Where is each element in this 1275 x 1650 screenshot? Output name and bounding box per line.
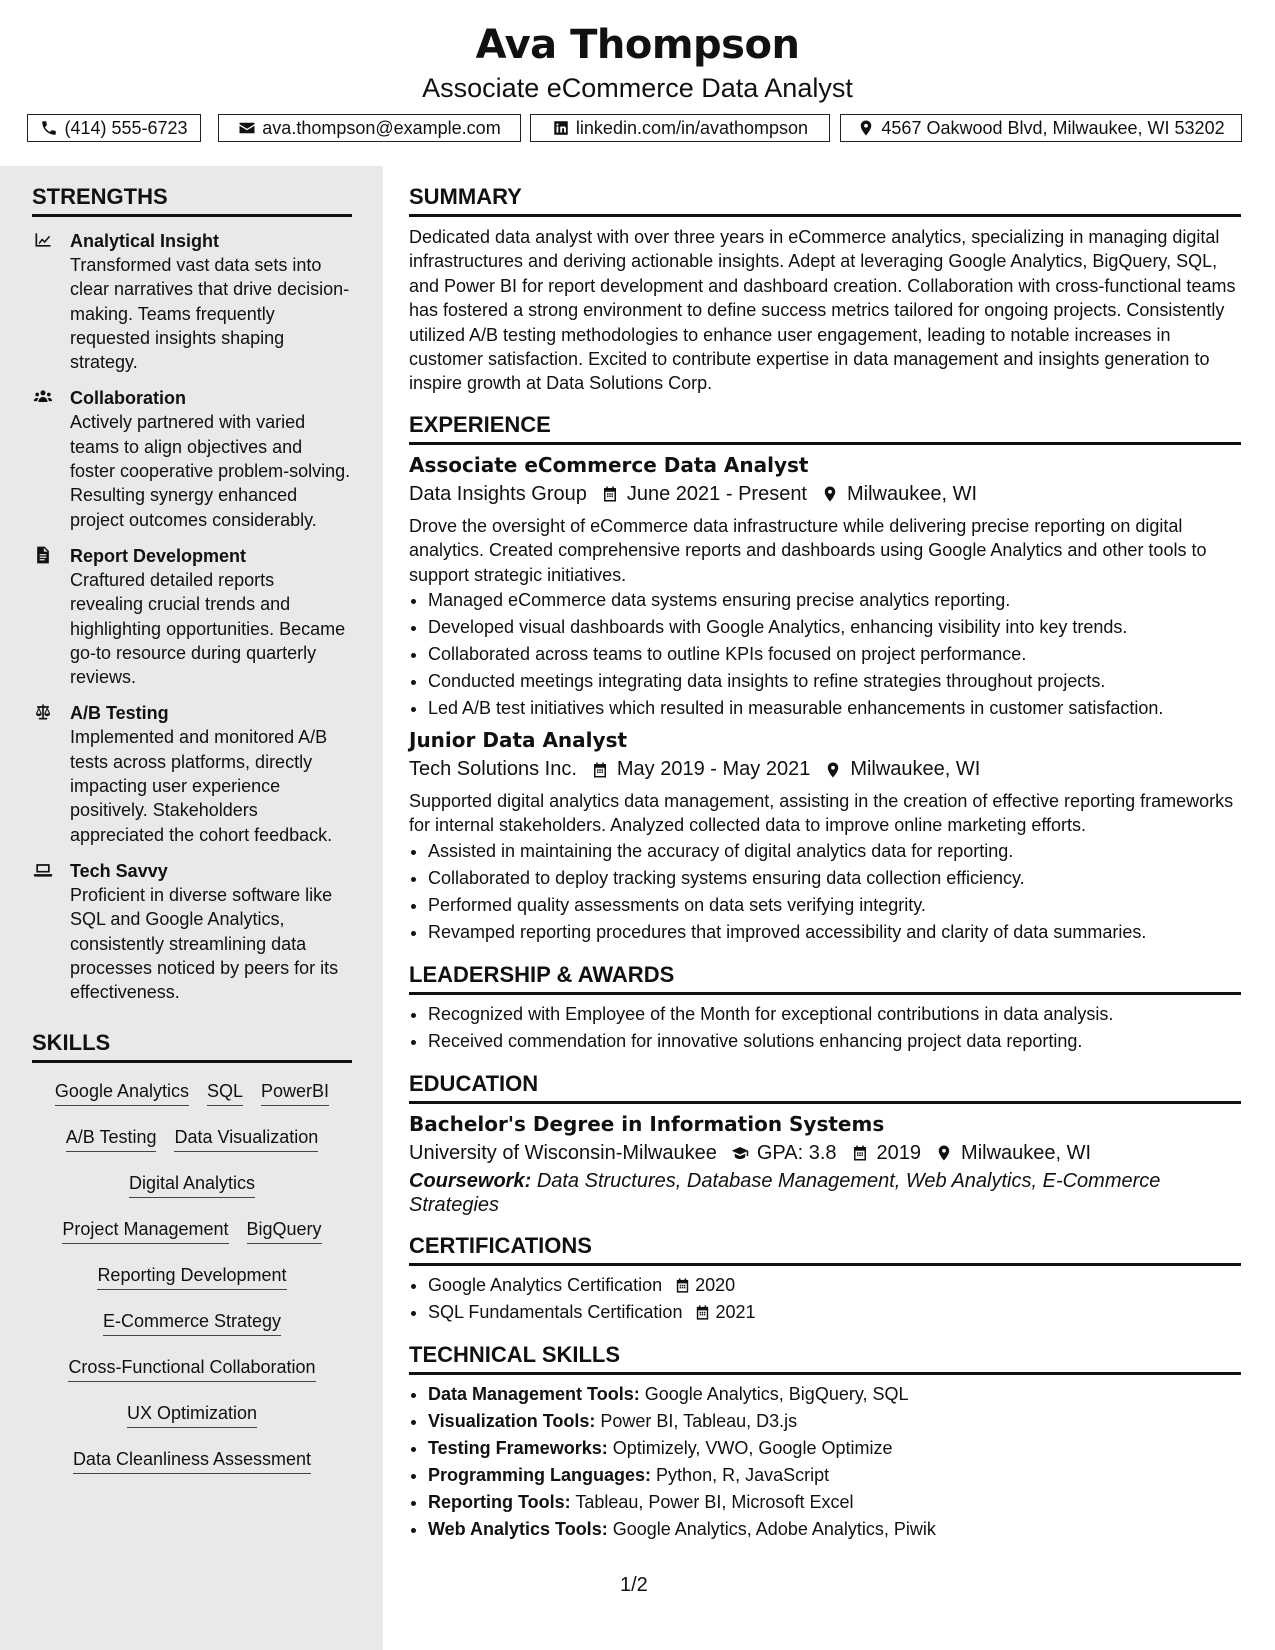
contact-email-text: ava.thompson@example.com (262, 117, 501, 138)
job-location: Milwaukee, WI (850, 758, 981, 781)
leadership-list (409, 1001, 1241, 1055)
technical-skills-title: TECHNICAL SKILLS (409, 1342, 1241, 1375)
job-meta (409, 483, 1241, 506)
list-item (428, 1435, 1241, 1462)
tech-label: Programming Languages: (428, 1464, 652, 1485)
strengths-title: STRENGTHS (32, 184, 352, 217)
strength-name: Report Development (70, 545, 247, 566)
map-marker-icon (935, 1144, 953, 1162)
technical-skills-section (409, 1342, 1241, 1543)
tech-label: Web Analytics Tools: (428, 1518, 608, 1539)
page-number: 1/2 (620, 1574, 648, 1596)
job-meta (409, 758, 1241, 781)
education-school: University of Wisconsin-Milwaukee (409, 1141, 717, 1164)
skill-tag: BigQuery (247, 1217, 322, 1244)
strength-item (32, 229, 352, 374)
list-item: • Revamped reporting procedures that improved accessibility and clarity of data summaries. (428, 919, 1241, 946)
resume-header (0, 0, 1275, 166)
map-marker-icon (824, 761, 842, 779)
cert-year: 2020 (695, 1274, 736, 1295)
strength-name: A/B Testing (70, 703, 169, 724)
list-item: • Performed quality assessments on data sets verifying integrity. (428, 892, 1241, 919)
strength-desc: Proficient in diverse software like SQL and Google Analytics, consistently streamlining data processes noticed by peers for its effectiveness. (70, 884, 339, 1003)
job-company: Tech Solutions Inc. (409, 758, 577, 781)
contact-address-text: 4567 Oakwood Blvd, Milwaukee, WI 53202 (881, 117, 1225, 138)
cert-name: • SQL Fundamentals Certification (428, 1301, 683, 1322)
strength-desc: Transformed vast data sets into clear narratives that drive decision-making. Teams frequently requested insights shaping strategy. (70, 255, 350, 373)
candidate-title: Associate eCommerce Data Analyst (422, 73, 853, 103)
tech-value: Tableau, Power BI, Microsoft Excel (575, 1491, 854, 1512)
skill-tag: Reporting Development (97, 1263, 286, 1290)
job-bullets (409, 838, 1241, 946)
laptop-icon (32, 860, 54, 880)
certifications-title: CERTIFICATIONS (409, 1233, 1241, 1266)
strength-item (32, 544, 352, 689)
tech-value: Google Analytics, Adobe Analytics, Piwik (612, 1518, 936, 1539)
strength-desc: Implemented and monitored A/B tests across platforms, directly impacting user experience positively. Stakeholders appreciated the cohort feedback. (70, 727, 333, 845)
map-marker-icon (821, 485, 839, 503)
list-item: • Collaborated across teams to outline KPIs focused on project performance. (428, 641, 1241, 668)
leadership-section (409, 962, 1241, 1055)
chart-line-icon (32, 230, 54, 250)
tech-value: Python, R, JavaScript (656, 1464, 830, 1485)
tech-value: Power BI, Tableau, D3.js (600, 1410, 798, 1431)
tech-label: Data Management Tools: (428, 1383, 640, 1404)
calendar-icon (851, 1144, 869, 1162)
skill-tag: Google Analytics (55, 1079, 189, 1106)
envelope-icon (238, 119, 256, 137)
contact-linkedin-text: linkedin.com/in/avathompson (575, 117, 809, 138)
skills-list (32, 1079, 352, 1474)
education-coursework (409, 1169, 1241, 1217)
list-item (428, 1462, 1241, 1489)
job-role: Associate eCommerce Data Analyst (409, 452, 809, 477)
phone-icon (40, 119, 58, 137)
education-degree: Bachelor's Degree in Information Systems (409, 1111, 885, 1136)
job-bullets (409, 587, 1241, 722)
job-entry (409, 728, 1241, 946)
main-content (409, 166, 1241, 1543)
contact-address (840, 114, 1242, 142)
job-description: Supported digital analytics data management, assisting in the creation of effective reporting frameworks for internal stakeholders. Analyzed collected data to improve online marketing efforts. (409, 791, 1234, 836)
skill-tag: PowerBI (261, 1079, 329, 1106)
summary-text: Dedicated data analyst with over three years in eCommerce analytics, specializing in managing digital infrastructures and deriving actionable insights. Adept at leveraging Google Analytics, BigQuery, SQL, and Power BI for report development and dashboard creation. Collaboration with cross-functional teams has fostered a strong environment to define success metrics tailored for ongoing projects. Consistently utilized A/B testing methodologies to enhance user engagement, leading to notable increases in customer satisfaction. Excited to contribute expertise in data management and insights generation to inspire growth at Data Solutions Corp. (409, 227, 1236, 394)
contact-phone-text: (414) 555-6723 (64, 117, 188, 138)
summary-section (409, 184, 1241, 396)
list-item (428, 1516, 1241, 1543)
skill-tag: Project Management (62, 1217, 228, 1244)
strength-item (32, 701, 352, 846)
coursework-label: Coursework: (409, 1169, 532, 1192)
list-item: • Received commendation for innovative solutions enhancing project data reporting. (428, 1028, 1241, 1055)
certifications-section (409, 1233, 1241, 1326)
tech-label: Visualization Tools: (428, 1410, 596, 1431)
skill-tag: SQL (207, 1079, 243, 1106)
list-item: • Collaborated to deploy tracking systems ensuring data collection efficiency. (428, 865, 1241, 892)
leadership-title: LEADERSHIP & AWARDS (409, 962, 1241, 995)
experience-title: EXPERIENCE (409, 412, 1241, 445)
strength-item (32, 386, 352, 531)
cert-year: 2021 (715, 1301, 756, 1322)
skill-tag: E-Commerce Strategy (103, 1309, 281, 1336)
calendar-icon (674, 1277, 691, 1294)
users-icon (32, 387, 54, 407)
list-item: • Managed eCommerce data systems ensuring precise analytics reporting. (428, 587, 1241, 614)
strength-desc: Actively partnered with varied teams to align objectives and foster cooperative problem-solving. Resulting synergy enhanced project outcomes considerably. (70, 412, 351, 530)
education-section (409, 1071, 1241, 1217)
graduation-cap-icon (731, 1144, 749, 1162)
cert-name: • Google Analytics Certification (428, 1274, 663, 1295)
list-item: • Conducted meetings integrating data insights to refine strategies throughout projects. (428, 668, 1241, 695)
tech-value: Google Analytics, BigQuery, SQL (644, 1383, 909, 1404)
balance-scale-icon (32, 702, 54, 722)
list-item (428, 1272, 1241, 1299)
skills-title: SKILLS (32, 1030, 352, 1063)
job-company: Data Insights Group (409, 482, 587, 505)
file-icon (32, 545, 54, 565)
strength-name: Tech Savvy (70, 860, 168, 881)
job-location: Milwaukee, WI (847, 482, 978, 505)
experience-section (409, 412, 1241, 946)
skill-tag: Data Visualization (174, 1125, 318, 1152)
tech-label: Reporting Tools: (428, 1491, 571, 1512)
contact-linkedin[interactable] (530, 114, 830, 142)
job-description: Drove the oversight of eCommerce data infrastructure while delivering precise reporting on digital analytics. Created comprehensive reports and dashboards using Google Analytics and other tools to support strategic initiatives. (409, 515, 1207, 585)
job-dates: May 2019 - May 2021 (616, 758, 811, 781)
strength-name: Collaboration (70, 388, 186, 409)
education-gpa: GPA: 3.8 (756, 1141, 837, 1164)
education-year: 2019 (876, 1141, 922, 1164)
skill-tag: Digital Analytics (129, 1171, 255, 1198)
technical-skills-list (409, 1381, 1241, 1543)
coursework-list: Data Structures, Database Management, Web Analytics, E-Commerce Strategies (409, 1169, 1161, 1216)
contact-bar (27, 114, 1242, 144)
strength-desc: Craftured detailed reports revealing crucial trends and highlighting opportunities. Became go-to resource during quarterly reviews. (70, 569, 346, 688)
education-location: Milwaukee, WI (961, 1141, 1092, 1164)
list-item (428, 1381, 1241, 1408)
contact-phone[interactable] (27, 114, 201, 142)
map-marker-icon (857, 119, 875, 137)
contact-email[interactable] (218, 114, 521, 142)
list-item (428, 1489, 1241, 1516)
education-title: EDUCATION (409, 1071, 1241, 1104)
tech-value: Optimizely, VWO, Google Optimize (612, 1437, 893, 1458)
tech-label: Testing Frameworks: (428, 1437, 608, 1458)
skill-tag: UX Optimization (127, 1401, 257, 1428)
list-item (428, 1299, 1241, 1326)
sidebar (0, 166, 383, 1650)
strength-name: Analytical Insight (70, 231, 220, 251)
job-entry (409, 453, 1241, 722)
skill-tag: A/B Testing (66, 1125, 157, 1152)
skill-tag: Cross-Functional Collaboration (68, 1355, 315, 1382)
job-role: Junior Data Analyst (409, 728, 628, 753)
linkedin-icon (552, 119, 570, 137)
summary-title: SUMMARY (409, 184, 1241, 217)
list-item (428, 1408, 1241, 1435)
education-meta (409, 1142, 1241, 1165)
certifications-list (409, 1272, 1241, 1326)
candidate-name: Ava Thompson (475, 22, 800, 68)
list-item: • Assisted in maintaining the accuracy of digital analytics data for reporting. (428, 838, 1241, 865)
strength-item (32, 859, 352, 1004)
job-dates: June 2021 - Present (626, 482, 807, 505)
calendar-icon (601, 485, 619, 503)
list-item: • Led A/B test initiatives which resulted in measurable enhancements in customer satisfaction. (428, 695, 1241, 722)
list-item: • Recognized with Employee of the Month for exceptional contributions in data analysis. (428, 1001, 1241, 1028)
skill-tag: Data Cleanliness Assessment (73, 1447, 311, 1474)
list-item: • Developed visual dashboards with Google Analytics, enhancing visibility into key trends. (428, 614, 1241, 641)
calendar-icon (591, 761, 609, 779)
calendar-icon (694, 1304, 711, 1321)
